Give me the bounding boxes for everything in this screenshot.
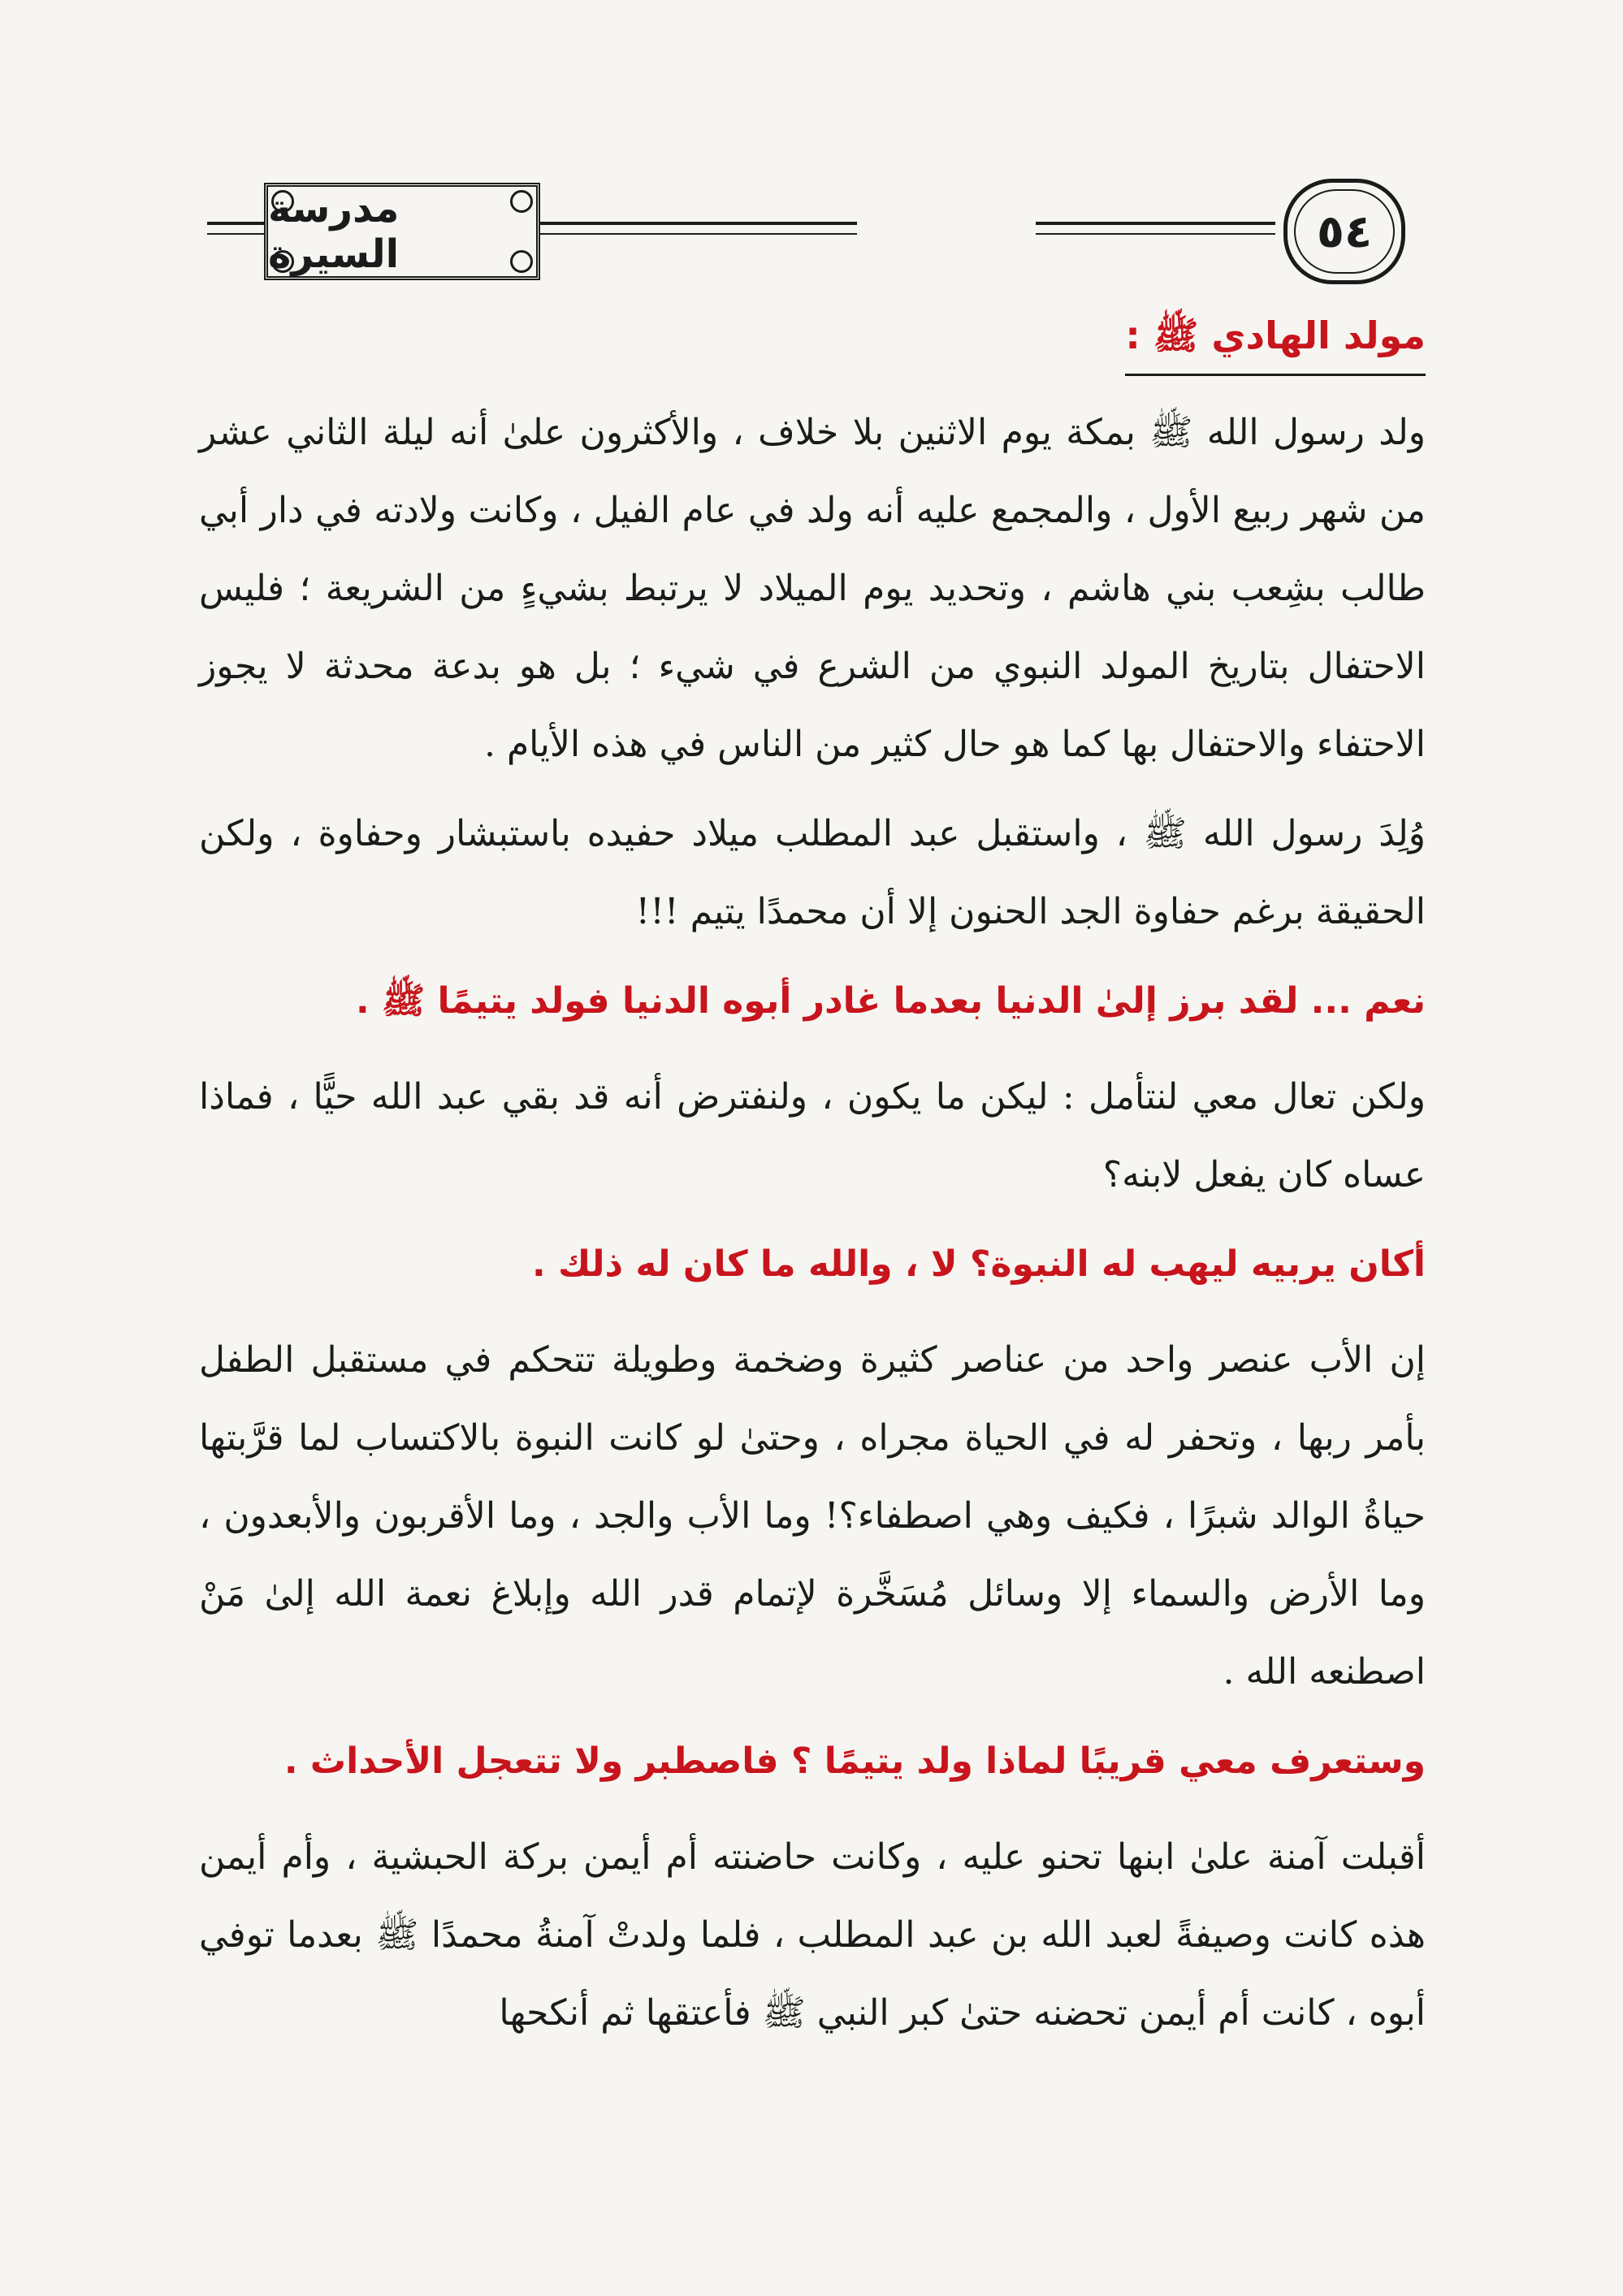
header-rule	[1036, 233, 1275, 235]
paragraph: ولكن تعال معي لنتأمل : ليكن ما يكون ، ولنفترض أنه قد بقي عبد الله حيًّا ، فماذا عساه كان يفعل لابنه؟	[199, 1076, 1426, 1196]
paragraph: أقبلت آمنة علىٰ ابنها تحنو عليه ، وكانت حاضنته أم أيمن بركة الحبشية ، وأم أيمن هذه كانت وصيفةً لعبد الله بن عبد المطلب ، فلما ولدتْ آمنةُ محمدًا ﷺ بعدما توفي أبوه ، كانت أم أيمن تحضنه حتىٰ كبر النبي ﷺ فأعتقها ثم أنكحها	[199, 1836, 1426, 2034]
paragraph: إن الأب عنصر واحد من عناصر كثيرة وضخمة وطويلة تتحكم في مستقبل الطفل بأمر ربها ، وتحفر له في الحياة مجراه ، وحتىٰ لو كانت النبوة بالاكتساب لما قرَّبتها حياةُ الوالد شبرًا ، فكيف وهي اصطفاء؟! وما الأب والجد ، وما الأقربون والأبعدون ، وما الأرض والسماء إلا وسائل مُسَخَّرة لإتمام قدر الله وإبلاغ نعمة الله إلىٰ مَنْ اصطنعه الله .	[199, 1339, 1426, 1693]
ornament-icon	[271, 250, 294, 273]
ornament-icon	[271, 190, 294, 213]
book-title: مدرسة السيرة	[268, 186, 400, 277]
book-title-frame	[264, 183, 540, 280]
page-body	[199, 313, 1426, 2064]
highlighted-sentence: أكان يربيه ليهب له النبوة؟ لا ، والله ما كان له ذلك .	[531, 1243, 1426, 1285]
page-header	[207, 175, 1417, 288]
header-rule	[1036, 222, 1275, 225]
paragraph: ولد رسول الله ﷺ بمكة يوم الاثنين بلا خلاف ، والأكثرون علىٰ أنه ليلة الثاني عشر من شهر ربيع الأول ، والمجمع عليه أنه ولد في عام الفيل ، وكانت ولادته في دار أبي طالب بشِعب بني هاشم ، وتحديد يوم الميلاد لا يرتبط بشيءٍ من الشريعة ؛ فليس الاحتفال بتاريخ المولد النبوي من الشرع في شيء ؛ بل هو بدعة محدثة لا يجوز الاحتفاء والاحتفال بها كما هو حال كثير من الناس في هذه الأيام .	[199, 412, 1426, 765]
section-heading: مولد الهادي ﷺ :	[1125, 313, 1426, 376]
paragraph: وُلِدَ رسول الله ﷺ ، واستقبل عبد المطلب ميلاد حفيده باستبشار وحفاوة ، ولكن الحقيقة برغم حفاوة الجد الحنون إلا أن محمدًا يتيم !!!	[199, 813, 1426, 932]
highlighted-sentence: وستعرف معي قريبًا لماذا ولد يتيمًا ؟ فاصطبر ولا تتعجل الأحداث .	[283, 1740, 1426, 1782]
page-number-ring	[1294, 189, 1395, 274]
ornament-icon	[510, 190, 533, 213]
page-number-badge	[1283, 179, 1405, 284]
page-number: ٥٤	[1316, 205, 1373, 258]
highlighted-sentence: نعم ... لقد برز إلىٰ الدنيا بعدما غادر أبوه الدنيا فولد يتيمًا ﷺ .	[356, 980, 1426, 1022]
ornament-icon	[510, 250, 533, 273]
